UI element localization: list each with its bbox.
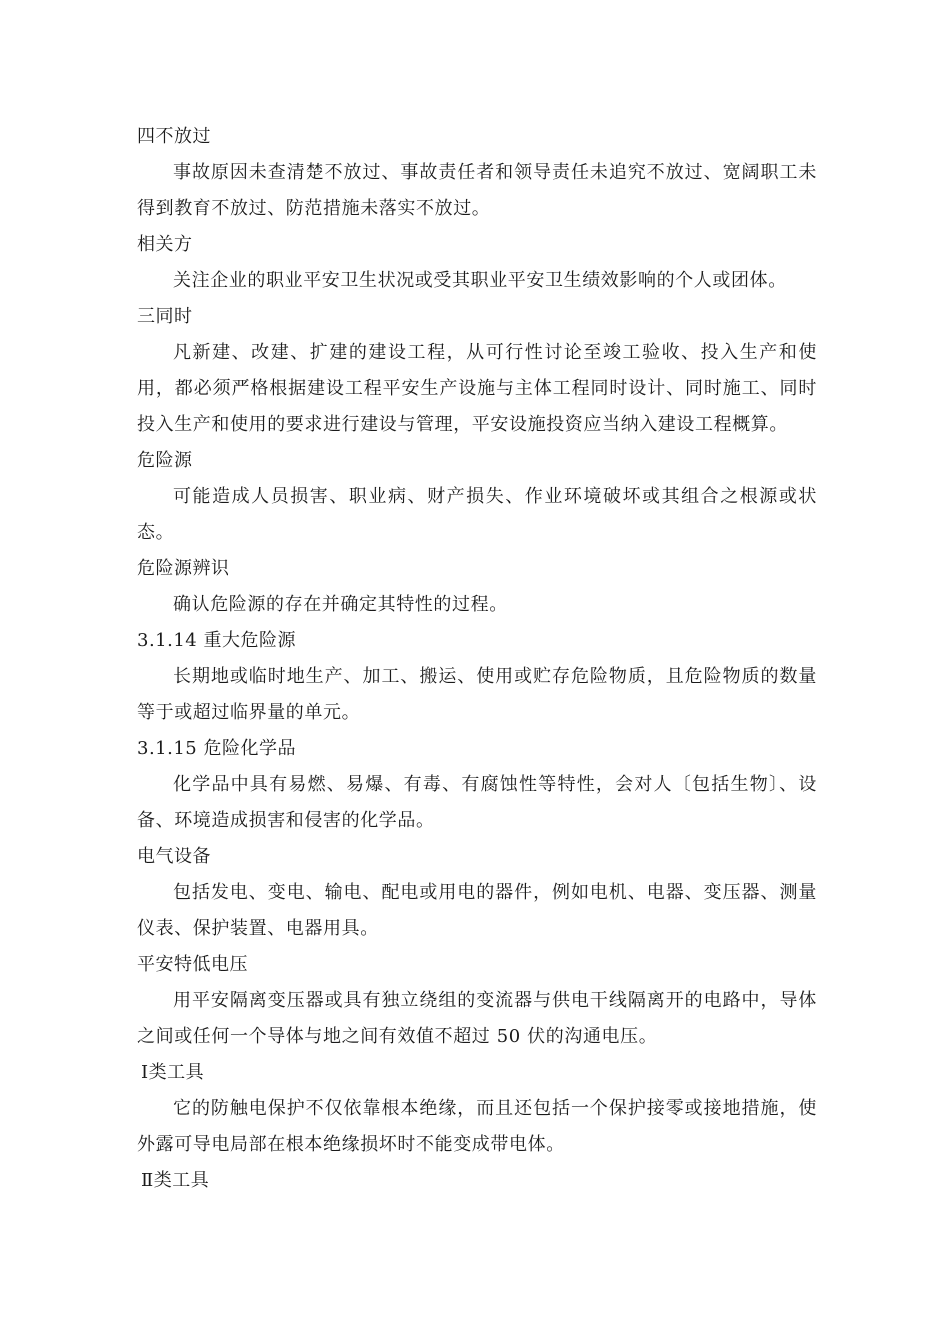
term-heading: Ⅱ类工具 xyxy=(141,1170,210,1191)
term-heading: 3.1.14 重大危险源 xyxy=(137,630,296,651)
term-heading: 危险源辨识 xyxy=(137,558,230,579)
term-heading: 四不放过 xyxy=(137,126,211,147)
document-body xyxy=(137,119,817,1199)
term-heading: 三同时 xyxy=(137,306,193,327)
term-heading: Ⅰ类工具 xyxy=(141,1062,205,1083)
term-definition: 用平安隔离变压器或具有独立绕组的变流器与供电干线隔离开的电路中，导体之间或任何一个导体与地之间有效值不超过 50 伏的沟通电压。 xyxy=(137,990,817,1047)
term-heading: 3.1.15 危险化学品 xyxy=(137,738,296,759)
term-definition: 事故原因未查清楚不放过、事故责任者和领导责任未追究不放过、宽阔职工未得到教育不放过、防范措施未落实不放过。 xyxy=(137,162,817,219)
term-heading: 相关方 xyxy=(137,234,193,255)
term-definition: 它的防触电保护不仅依靠根本绝缘，而且还包括一个保护接零或接地措施，使外露可导电局部在根本绝缘损坏时不能变成带电体。 xyxy=(137,1098,817,1155)
term-heading: 平安特低电压 xyxy=(137,954,248,975)
term-definition: 凡新建、改建、扩建的建设工程，从可行性讨论至竣工验收、投入生产和使用，都必须严格根据建设工程平安生产设施与主体工程同时设计、同时施工、同时投入生产和使用的要求进行建设与管理，平安设施投资应当纳入建设工程概算。 xyxy=(137,342,817,435)
term-heading: 电气设备 xyxy=(137,846,211,867)
term-heading: 危险源 xyxy=(137,450,193,471)
term-definition: 关注企业的职业平安卫生状况或受其职业平安卫生绩效影响的个人或团体。 xyxy=(173,270,787,291)
term-definition: 包括发电、变电、输电、配电或用电的器件，例如电机、电器、变压器、测量仪表、保护装置、电器用具。 xyxy=(137,882,817,939)
term-definition: 可能造成人员损害、职业病、财产损失、作业环境破坏或其组合之根源或状态。 xyxy=(137,486,817,543)
term-definition: 化学品中具有易燃、易爆、有毒、有腐蚀性等特性，会对人〔包括生物〕、设备、环境造成损害和侵害的化学品。 xyxy=(137,774,817,831)
term-definition: 长期地或临时地生产、加工、搬运、使用或贮存危险物质，且危险物质的数量等于或超过临界量的单元。 xyxy=(137,666,817,723)
term-definition: 确认危险源的存在并确定其特性的过程。 xyxy=(173,594,508,615)
